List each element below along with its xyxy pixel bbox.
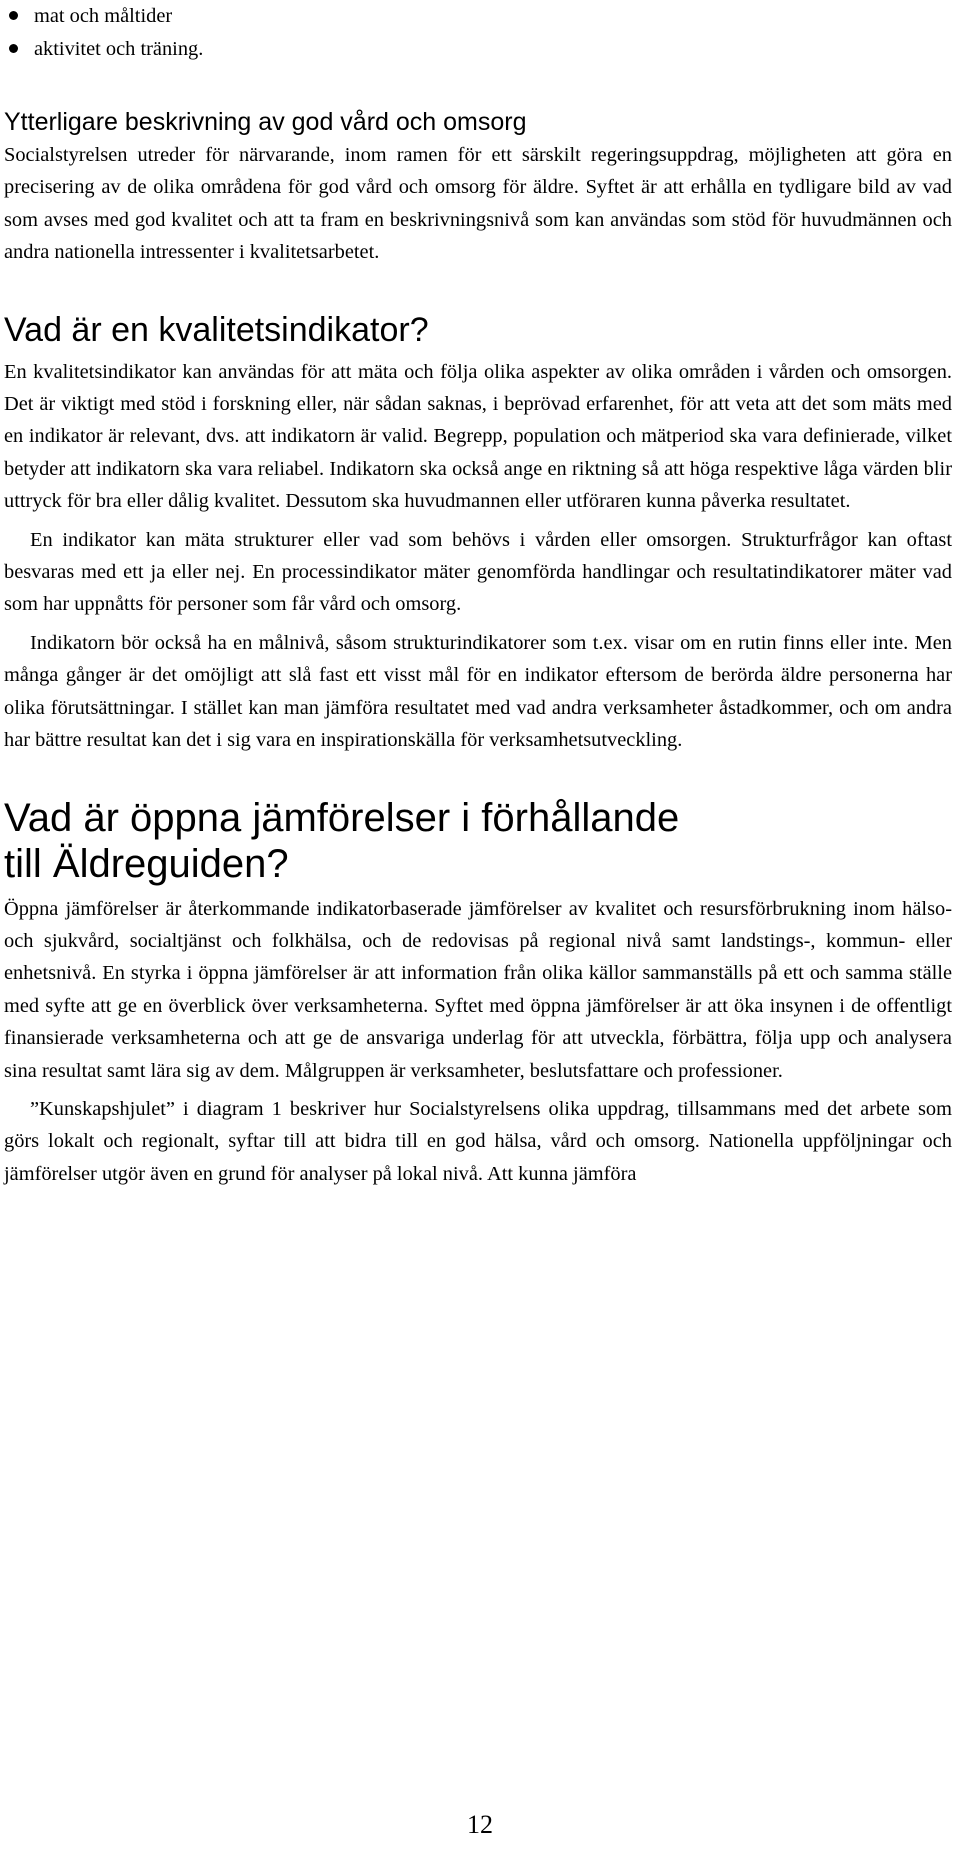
paragraph: Socialstyrelsen utreder för närvarande, inom ramen för ett särskilt regeringsuppdrag, möjligheten att göra en precisering av de olika områdena för god vård och omsorg för äldre. Syftet är att erhålla en tydligare bild av vad som avses med god kvalitet och att ta fram en beskrivningsnivå som kan användas som stöd för huvudmännen och andra nationella intressenter i kvalitetsarbetet. <box>4 144 952 264</box>
bullet-icon <box>9 11 18 20</box>
section-heading-indicator: Vad är en kvalitetsindikator? <box>4 310 429 349</box>
section-heading-description: Ytterligare beskrivning av god vård och omsorg <box>4 108 527 136</box>
bullet-icon <box>9 44 18 53</box>
page-number: 12 <box>467 1810 493 1839</box>
bullet-list <box>4 0 952 66</box>
paragraph: Öppna jämförelser är återkommande indikatorbaserade jämförelser av kvalitet och resursförbrukning inom hälso- och sjukvård, socialtjänst och folkhälsa, och de redovisas på regional nivå samt landstings-, kommun- eller enhetsnivå. En styrka i öppna jämförelser är att information från olika källor sammanställs på ett och samma ställe med syfte att ge en överblick över verksamheterna. Syftet med öppna jämförelser är att öka insynen i de offentligt finansierade verksamheterna och att ge de ansvariga underlag för att utveckla, förbättra, följa upp och analysera sina resultat samt lära sig av dem. Målgruppen är verksamheter, beslutsfattare och professioner. <box>4 897 952 1082</box>
paragraph: ”Kunskapshjulet” i diagram 1 beskriver hur Socialstyrelsens olika uppdrag, tillsammans med det arbete som görs lokalt och regionalt, syftar till att bidra till en god hälsa, vård och omsorg. Nationella uppföljningar och jämförelser utgör även en grund för analyser på lokal nivå. Att kunna jämföra <box>4 1097 952 1185</box>
paragraph: En indikator kan mäta strukturer eller vad som behövs i vården eller omsorgen. Strukturfrågor kan oftast besvaras med ett ja eller nej. En processindikator mäter genomförda handlingar och resultatindikatorer mäter vad som har uppnåtts för personer som får vård och omsorg. <box>4 528 952 616</box>
list-item: aktivitet och träning. <box>4 33 952 66</box>
section-heading-comparisons: Vad är öppna jämförelser i förhållande till Äldreguiden? <box>4 795 680 886</box>
list-item: mat och måltider <box>4 0 952 33</box>
paragraph: Indikatorn bör också ha en målnivå, såsom strukturindikatorer som t.ex. visar om en rutin finns eller inte. Men många gånger är det omöjligt att slå fast ett visst mål för en indikator eftersom de berörda äldre personerna har olika förutsättningar. I stället kan man jämföra resultatet med vad andra verksamheter åstadkommer, och om andra har bättre resultat kan det i sig vara en inspirationskälla för verksamhetsutveckling. <box>4 631 952 752</box>
paragraph: En kvalitetsindikator kan användas för att mäta och följa olika aspekter av olika områden i vården och omsorgen. Det är viktigt med stöd i forskning eller, när sådan saknas, i beprövad erfarenhet, för att veta att det som mäts med en indikator är relevant, dvs. att indikatorn är valid. Begrepp, population och mätperiod ska vara definierade, vilket betyder att indikatorn ska vara reliabel. Indikatorn ska också ange en riktning så att höga respektive låga värden blir uttryck för bra eller dålig kvalitet. Dessutom ska huvudmannen eller utföraren kunna påverka resultatet. <box>4 360 952 513</box>
